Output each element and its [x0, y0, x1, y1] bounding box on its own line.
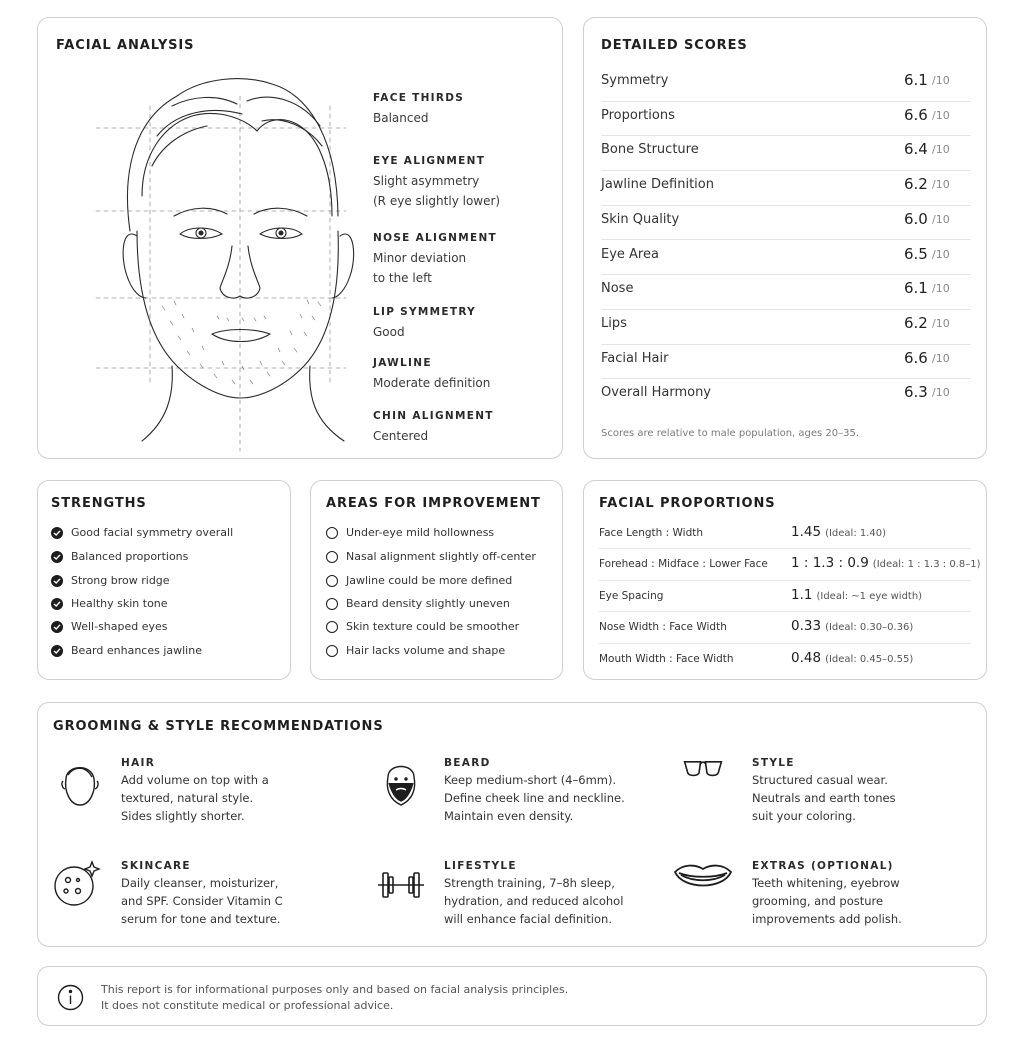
score-row: [601, 241, 971, 276]
check-icon: [51, 621, 63, 633]
score-denominator: /10: [932, 247, 950, 261]
area-text: Hair lacks volume and shape: [346, 644, 506, 657]
score-row: [601, 206, 971, 241]
score-name: Nose: [601, 281, 634, 297]
score-row: [601, 275, 971, 310]
attr-nose-alignment: [373, 232, 497, 288]
rec-title: EXTRAS (OPTIONAL): [752, 860, 894, 872]
score-row: [601, 136, 971, 171]
list-item: [326, 644, 505, 657]
strengths-card: [37, 480, 291, 680]
score-value: 6.0: [904, 209, 928, 228]
list-item: [326, 574, 512, 587]
rec-line: Sides slightly shorter.: [121, 809, 245, 823]
area-text: Skin texture could be smoother: [346, 620, 520, 633]
score-value: 6.5: [904, 244, 928, 263]
glasses-icon: [672, 757, 734, 797]
proportion-row: [599, 612, 971, 643]
score-name: Facial Hair: [601, 350, 669, 366]
strength-text: Well-shaped eyes: [71, 620, 168, 633]
proportion-row: [599, 644, 971, 675]
list-item: [51, 644, 202, 657]
rec-line: Keep medium-short (4–6mm).: [444, 773, 617, 787]
proportion-ideal: (Ideal: 0.30–0.36): [825, 622, 914, 634]
score-denominator: /10: [932, 282, 950, 296]
check-icon: [51, 527, 63, 539]
rec-text: [121, 771, 321, 825]
rec-line: Define cheek line and neckline.: [444, 791, 625, 805]
score-denominator: /10: [932, 178, 950, 192]
score-row: [601, 171, 971, 206]
score-row: [601, 310, 971, 345]
attr-label: EYE ALIGNMENT: [373, 155, 486, 167]
score-value: 6.6: [904, 105, 928, 124]
attr-label: JAWLINE: [373, 357, 432, 369]
rec-text: [444, 771, 654, 825]
score-value: 6.4: [904, 140, 928, 159]
proportion-ideal: (Ideal: ~1 eye width): [816, 590, 923, 602]
score-name: Lips: [601, 315, 627, 331]
attr-eye-alignment: [373, 155, 500, 211]
score-name: Skin Quality: [601, 211, 680, 227]
score-value: 6.1: [904, 71, 928, 89]
rec-line: serum for tone and texture.: [121, 912, 281, 926]
area-text: Jawline could be more defined: [346, 574, 513, 587]
empty-circle-icon: [326, 551, 338, 563]
lips-icon: [672, 860, 734, 900]
empty-circle-icon: [326, 527, 338, 539]
rec-title: LIFESTYLE: [444, 860, 517, 872]
score-denominator: /10: [932, 386, 950, 400]
list-item: [51, 574, 170, 587]
check-icon: [51, 575, 63, 587]
rec-text: [444, 874, 654, 928]
rec-line: improvements add polish.: [752, 912, 902, 926]
rec-text: [121, 874, 321, 928]
rec-lifestyle: [376, 860, 676, 940]
attr-label: NOSE ALIGNMENT: [373, 232, 498, 244]
score-name: Eye Area: [601, 246, 659, 262]
rec-beard: [376, 757, 676, 837]
proportion-label: Nose Width : Face Width: [599, 621, 727, 634]
skincare-icon: [54, 860, 104, 910]
rec-line: Strength training, 7–8h sleep,: [444, 876, 615, 890]
strengths-title: STRENGTHS: [51, 496, 147, 511]
proportion-ideal: (Ideal: 0.45–0.55): [825, 653, 914, 665]
rec-skincare: [54, 860, 354, 940]
proportion-label: Face Length : Width: [599, 527, 704, 539]
score-name: Proportions: [601, 107, 675, 123]
score-denominator: /10: [932, 212, 950, 226]
attr-value: Good: [373, 325, 405, 339]
check-icon: [51, 645, 63, 657]
proportion-row: [599, 581, 971, 612]
attr-label: LIP SYMMETRY: [373, 306, 477, 318]
strength-text: Good facial symmetry overall: [71, 526, 234, 539]
score-value: 6.3: [904, 383, 928, 402]
attr-label: CHIN ALIGNMENT: [373, 410, 494, 422]
proportion-value: 1.1: [791, 586, 813, 603]
rec-text: [752, 874, 952, 928]
facial-analysis-title: FACIAL ANALYSIS: [56, 38, 195, 53]
proportion-value: 0.48: [791, 649, 822, 666]
list-item: [326, 526, 494, 539]
empty-circle-icon: [326, 621, 338, 633]
score-row: [601, 379, 971, 414]
detailed-scores-title: DETAILED SCORES: [601, 38, 748, 53]
rec-title: STYLE: [752, 757, 795, 769]
attr-value: to the left: [373, 271, 432, 285]
rec-line: textured, natural style.: [121, 791, 254, 805]
attr-value: Moderate definition: [373, 376, 491, 390]
attr-value: Balanced: [373, 111, 429, 125]
grooming-card: [37, 702, 987, 947]
scores-note: Scores are relative to male population, ages 20–35.: [601, 428, 860, 439]
proportion-value: 1.45: [791, 524, 822, 540]
empty-circle-icon: [326, 645, 338, 657]
proportion-value: 0.33: [791, 618, 822, 635]
rec-line: suit your coloring.: [752, 809, 856, 823]
list-item: [51, 597, 168, 610]
proportion-ideal: (Ideal: 1 : 1.3 : 0.8–1): [872, 559, 981, 571]
rec-line: Daily cleanser, moisturizer,: [121, 876, 279, 890]
proportion-row: [599, 549, 981, 580]
score-denominator: /10: [932, 143, 950, 157]
attr-value: Slight asymmetry: [373, 174, 480, 188]
score-name: Overall Harmony: [601, 385, 711, 401]
empty-circle-icon: [326, 598, 338, 610]
strength-text: Beard enhances jawline: [71, 644, 202, 657]
rec-text: [752, 771, 952, 825]
attr-value: (R eye slightly lower): [373, 194, 501, 208]
rec-line: grooming, and posture: [752, 894, 884, 908]
rec-line: Maintain even density.: [444, 809, 574, 823]
check-icon: [51, 598, 63, 610]
check-icon: [51, 551, 63, 563]
strength-text: Healthy skin tone: [71, 597, 168, 610]
score-value: 6.2: [904, 313, 928, 332]
detailed-scores-card: [583, 17, 987, 459]
rec-line: will enhance facial definition.: [444, 912, 612, 926]
score-value: 6.1: [904, 279, 928, 298]
empty-circle-icon: [326, 575, 338, 587]
rec-style: [672, 757, 972, 837]
score-denominator: /10: [932, 351, 950, 365]
head-icon: [54, 757, 104, 807]
score-value: 6.6: [904, 348, 928, 367]
proportion-label: Mouth Width : Face Width: [599, 652, 734, 665]
beard-icon: [376, 757, 426, 807]
proportion-ideal: (Ideal: 1.40): [825, 528, 887, 539]
attr-label: FACE THIRDS: [373, 92, 465, 104]
list-item: [51, 526, 233, 539]
score-name: Bone Structure: [601, 142, 699, 158]
proportion-label: Forehead : Midface : Lower Face: [599, 558, 768, 571]
disclaimer-text: [101, 982, 568, 1014]
list-item: [51, 620, 168, 633]
facial-proportions-title: FACIAL PROPORTIONS: [599, 496, 776, 511]
rec-line: Teeth whitening, eyebrow: [752, 876, 900, 890]
rec-extras: [672, 860, 972, 940]
proportion-row: [599, 518, 971, 549]
info-icon: [57, 984, 84, 1011]
proportion-label: Eye Spacing: [599, 589, 664, 602]
list-item: [326, 620, 519, 633]
area-text: Under-eye mild hollowness: [346, 526, 495, 539]
rec-title: SKINCARE: [121, 860, 191, 872]
attr-face-thirds: [373, 92, 464, 128]
attr-chin-alignment: [373, 410, 494, 446]
rec-line: Structured casual wear.: [752, 773, 888, 787]
rec-hair: [54, 757, 354, 837]
score-row: [601, 67, 971, 102]
areas-title: AREAS FOR IMPROVEMENT: [326, 496, 541, 511]
rec-line: hydration, and reduced alcohol: [444, 894, 624, 908]
attr-jawline: [373, 357, 490, 393]
rec-title: HAIR: [121, 757, 156, 769]
area-text: Nasal alignment slightly off-center: [346, 550, 536, 563]
score-name: Jawline Definition: [601, 177, 714, 193]
attr-lip-symmetry: [373, 306, 476, 342]
rec-line: Add volume on top with a: [121, 773, 269, 787]
rec-line: and SPF. Consider Vitamin C: [121, 894, 283, 908]
attr-value: Centered: [373, 429, 429, 443]
disclaimer-line: It does not constitute medical or professional advice.: [101, 999, 394, 1012]
areas-card: [310, 480, 563, 680]
score-denominator: /10: [932, 108, 950, 122]
face-illustration: [82, 66, 356, 456]
rec-line: Neutrals and earth tones: [752, 791, 896, 805]
list-item: [326, 550, 536, 563]
attr-value: Minor deviation: [373, 251, 467, 265]
rec-title: BEARD: [444, 757, 491, 769]
score-value: 6.2: [904, 175, 928, 194]
list-item: [51, 550, 188, 563]
facial-analysis-card: [37, 17, 563, 459]
score-name: Symmetry: [601, 73, 669, 88]
dumbbell-icon: [376, 860, 426, 910]
score-denominator: /10: [932, 316, 950, 330]
disclaimer-card: [37, 966, 987, 1026]
score-denominator: /10: [932, 74, 950, 87]
strength-text: Balanced proportions: [71, 550, 189, 563]
grooming-title: GROOMING & STYLE RECOMMENDATIONS: [53, 719, 384, 734]
disclaimer-line: This report is for informational purposes only and based on facial analysis principles.: [101, 983, 569, 996]
strength-text: Strong brow ridge: [71, 574, 170, 587]
score-row: [601, 102, 971, 137]
list-item: [326, 597, 510, 610]
proportion-value: 1 : 1.3 : 0.9: [791, 555, 869, 572]
area-text: Beard density slightly uneven: [346, 597, 510, 610]
score-row: [601, 345, 971, 380]
facial-proportions-card: [583, 480, 987, 680]
